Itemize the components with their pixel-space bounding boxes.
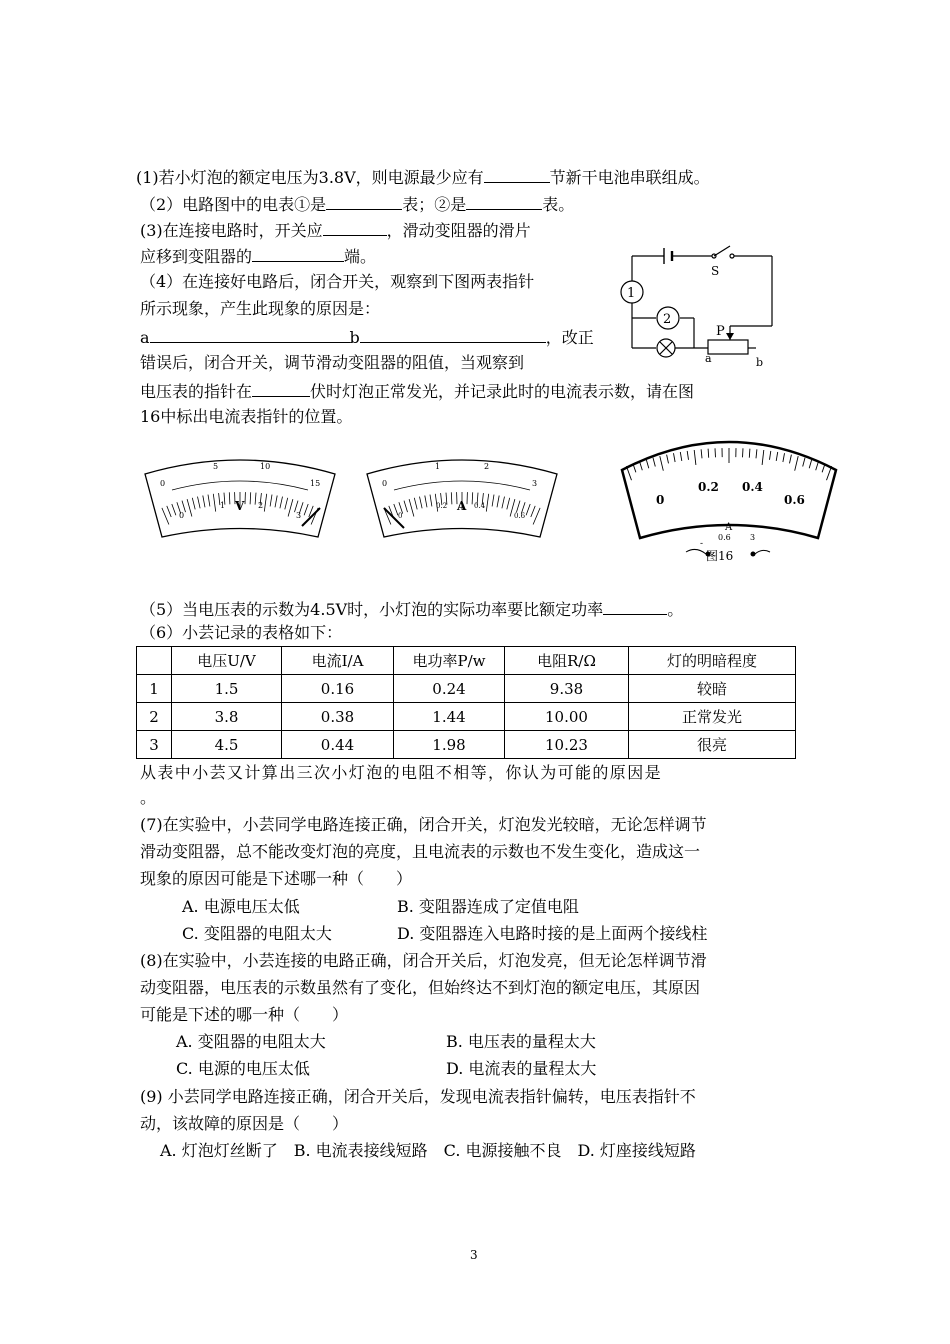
table-cell: 9.38 <box>505 675 629 703</box>
terminal-3: 3 <box>750 533 756 542</box>
table-cell: 0.16 <box>282 675 394 703</box>
voltmeter-tick-top-3: 15 <box>310 479 321 488</box>
ammeter-tick-top-2: 2 <box>484 462 490 471</box>
dial-tick <box>715 448 716 457</box>
q4-line-2: 所示现象，产生此现象的原因是： <box>140 299 381 318</box>
voltmeter-tick-bottom-1: 1 <box>220 501 226 510</box>
table-cell: 正常发光 <box>629 703 796 731</box>
circuit-diagram <box>618 236 788 370</box>
q7-line-1: (7)在实验中，小芸同学电路连接正确，闭合开关，灯泡发光较暗，无论怎样调节 <box>140 815 707 834</box>
terminal-negative: - <box>700 539 704 549</box>
q8-option-b[interactable]: B. 电压表的量程太大 <box>446 1032 596 1051</box>
q4-line-1: （4）在连接好电路后，闭合开关，观察到下图两表指针 <box>140 272 535 291</box>
voltmeter-tick-top-1: 5 <box>213 462 219 471</box>
figure-caption: 图16 <box>706 549 734 563</box>
q9-line-1: (9) 小芸同学电路连接正确，闭合开关后，发现电流表指针偏转，电压表指针不 <box>140 1087 696 1106</box>
circuit-meter-1-label: 1 <box>627 286 636 301</box>
table-cell: 较暗 <box>629 675 796 703</box>
q2-text-end: 表。 <box>542 195 575 214</box>
q5-text-end: 。 <box>667 600 684 619</box>
table-row <box>137 703 796 731</box>
q4-text-6: 伏时灯泡正常发光，并记录此时的电流表示数，请在图 <box>310 382 695 401</box>
q2-text-mid: 表；②是 <box>402 195 467 214</box>
voltmeter-tick-bottom-0: 0 <box>179 511 185 520</box>
q1-blank[interactable] <box>484 166 550 183</box>
q7-line-2: 滑动变阻器，总不能改变灯泡的亮度，且电流表的示数也不发生变化，造成这一 <box>140 842 701 861</box>
table-header <box>137 647 172 675</box>
table-cell: 2 <box>137 703 172 731</box>
q4-text-5: 电压表的指针在 <box>140 382 253 401</box>
q1-text-end: 节新干电池串联组成。 <box>549 168 710 187</box>
terminal-3-post <box>751 552 756 557</box>
q8-option-c[interactable]: C. 电源的电压太低 <box>176 1059 310 1078</box>
terminal-0-6: 0.6 <box>718 533 731 542</box>
table-cell: 1.5 <box>172 675 282 703</box>
q3-blank-1[interactable] <box>323 219 387 236</box>
table-cell: 1 <box>137 675 172 703</box>
dial-tick <box>708 449 709 458</box>
q4-blank-b[interactable] <box>360 326 546 343</box>
q3-text-2: ，滑动变阻器的滑片 <box>386 221 531 240</box>
q7-option-b[interactable]: B. 变阻器连成了定值电阻 <box>397 897 579 916</box>
circuit-end-b-label: b <box>756 356 764 369</box>
ammeter-tick-top-3: 3 <box>532 479 538 488</box>
q3-blank-2[interactable] <box>252 245 344 262</box>
q7-option-d[interactable]: D. 变阻器连入电路时接的是上面两个接线柱 <box>397 924 708 943</box>
ammeter-tick-top-1: 1 <box>435 462 441 471</box>
ammeter-tick-top-0: 0 <box>382 479 388 488</box>
table-cell: 3 <box>137 731 172 759</box>
ammeter-big-unit: A <box>725 522 733 533</box>
q6-title: （6）小芸记录的表格如下： <box>140 623 343 642</box>
q4-text-end: ，改正 <box>545 328 594 347</box>
rheostat-symbol <box>708 340 748 354</box>
circuit-end-a-label: a <box>705 352 712 365</box>
page-number: 3 <box>470 1248 478 1262</box>
ammeter-big-tick-1: 0.2 <box>698 480 719 494</box>
q6b-line-2: 。 <box>140 788 157 807</box>
q8-option-a[interactable]: A. 变阻器的电阻太大 <box>176 1032 326 1051</box>
q9-options[interactable]: A. 灯泡灯丝断了 B. 电流表接线短路 C. 电源接触不良 D. 灯座接线短路 <box>160 1141 696 1160</box>
q3-text: (3)在连接电路时，开关应 <box>140 221 323 240</box>
q8-line-2: 动变阻器，电压表的示数虽然有了变化，但始终达不到灯泡的额定电压，其原因 <box>140 978 701 997</box>
ammeter-dial <box>364 452 560 540</box>
circuit-slider-label: P <box>716 324 725 339</box>
q3-text-3: 应移到变阻器的 <box>140 247 253 266</box>
ammeter-tick-bottom-1: 0.2 <box>436 502 448 510</box>
ammeter-unit: A <box>457 499 467 513</box>
data-table <box>136 646 796 759</box>
q8-option-d[interactable]: D. 电流表的量程太大 <box>446 1059 597 1078</box>
table-cell: 3.8 <box>172 703 282 731</box>
table-cell: 0.38 <box>282 703 394 731</box>
voltmeter-tick-bottom-3: 3 <box>296 511 302 520</box>
table-header: 电压U/V <box>172 647 282 675</box>
ammeter-big-tick-2: 0.4 <box>742 480 763 494</box>
q4-line-5 <box>140 380 694 402</box>
table-cell: 1.44 <box>394 703 505 731</box>
q4-blank-volt[interactable] <box>252 380 310 397</box>
table-cell: 4.5 <box>172 731 282 759</box>
voltmeter-tick-bottom-2: 2 <box>258 501 264 510</box>
question-5 <box>140 598 683 620</box>
ammeter-tick-bottom-2: 0.4 <box>474 502 486 510</box>
q2-text: （2）电路图中的电表①是 <box>140 195 327 214</box>
q5-text: （5）当电压表的示数为4.5V时，小灯泡的实际功率要比额定功率 <box>140 600 604 619</box>
q4-b-label: b <box>349 328 360 347</box>
question-3-line-2 <box>140 245 376 267</box>
question-2 <box>140 193 574 215</box>
table-header: 电流I/A <box>282 647 394 675</box>
voltmeter-unit: V <box>235 499 245 513</box>
q3-text-4: 端。 <box>344 247 377 266</box>
table-header: 电功率P/w <box>394 647 505 675</box>
table-header: 灯的明暗程度 <box>629 647 796 675</box>
table-cell: 10.00 <box>505 703 629 731</box>
circuit-meter-2-label: 2 <box>663 312 672 327</box>
question-3-line-1 <box>140 219 531 241</box>
dial-tick <box>749 449 750 458</box>
voltmeter-tick-top-2: 10 <box>260 462 271 471</box>
voltmeter-dial <box>142 452 338 540</box>
q8-line-3: 可能是下述的哪一种（ ） <box>140 1005 349 1024</box>
q9-line-2: 动，该故障的原因是（ ） <box>140 1114 349 1133</box>
table-cell: 很亮 <box>629 731 796 759</box>
ammeter-figure-16[interactable] <box>612 428 846 566</box>
q4-a-label: a <box>140 328 150 347</box>
table-cell: 10.23 <box>505 731 629 759</box>
q4-line-3 <box>140 326 594 348</box>
q7-line-3: 现象的原因可能是下述哪一种（ ） <box>140 869 413 888</box>
table-header: 电阻R/Ω <box>505 647 629 675</box>
ammeter-big-tick-0: 0 <box>656 493 665 507</box>
table-cell: 1.98 <box>394 731 505 759</box>
q5-blank[interactable] <box>603 598 667 615</box>
table-row <box>137 731 796 759</box>
q7-option-c[interactable]: C. 变阻器的电阻太大 <box>182 924 332 943</box>
q8-line-1: (8)在实验中，小芸连接的电路正确，闭合开关后，灯泡发亮，但无论怎样调节滑 <box>140 951 707 970</box>
question-1 <box>136 166 710 188</box>
ammeter-big-tick-3: 0.6 <box>784 493 805 507</box>
q2-blank-1[interactable] <box>326 193 402 210</box>
table-header-row <box>137 647 796 675</box>
dial-tick <box>743 448 744 457</box>
circuit-switch-label: S <box>711 264 720 278</box>
q2-blank-2[interactable] <box>466 193 542 210</box>
ammeter-tick-bottom-3: 0.6 <box>514 512 526 520</box>
q6b-line-1: 从表中小芸又计算出三次小灯泡的电阻不相等，你认为可能的原因是 <box>140 763 663 782</box>
table-cell: 0.24 <box>394 675 505 703</box>
table-cell: 0.44 <box>282 731 394 759</box>
q4-blank-a[interactable] <box>150 326 350 343</box>
q7-option-a[interactable]: A. 电源电压太低 <box>182 897 300 916</box>
voltmeter-tick-top-0: 0 <box>160 479 166 488</box>
q1-text: (1)若小灯泡的额定电压为3.8V，则电源最少应有 <box>136 168 484 187</box>
table-row <box>137 675 796 703</box>
q4-line-6: 16中标出电流表指针的位置。 <box>140 407 353 426</box>
ammeter-tick-bottom-0: 0 <box>398 512 403 520</box>
q4-line-4: 错误后，闭合开关，调节滑动变阻器的阻值，当观察到 <box>140 353 525 372</box>
